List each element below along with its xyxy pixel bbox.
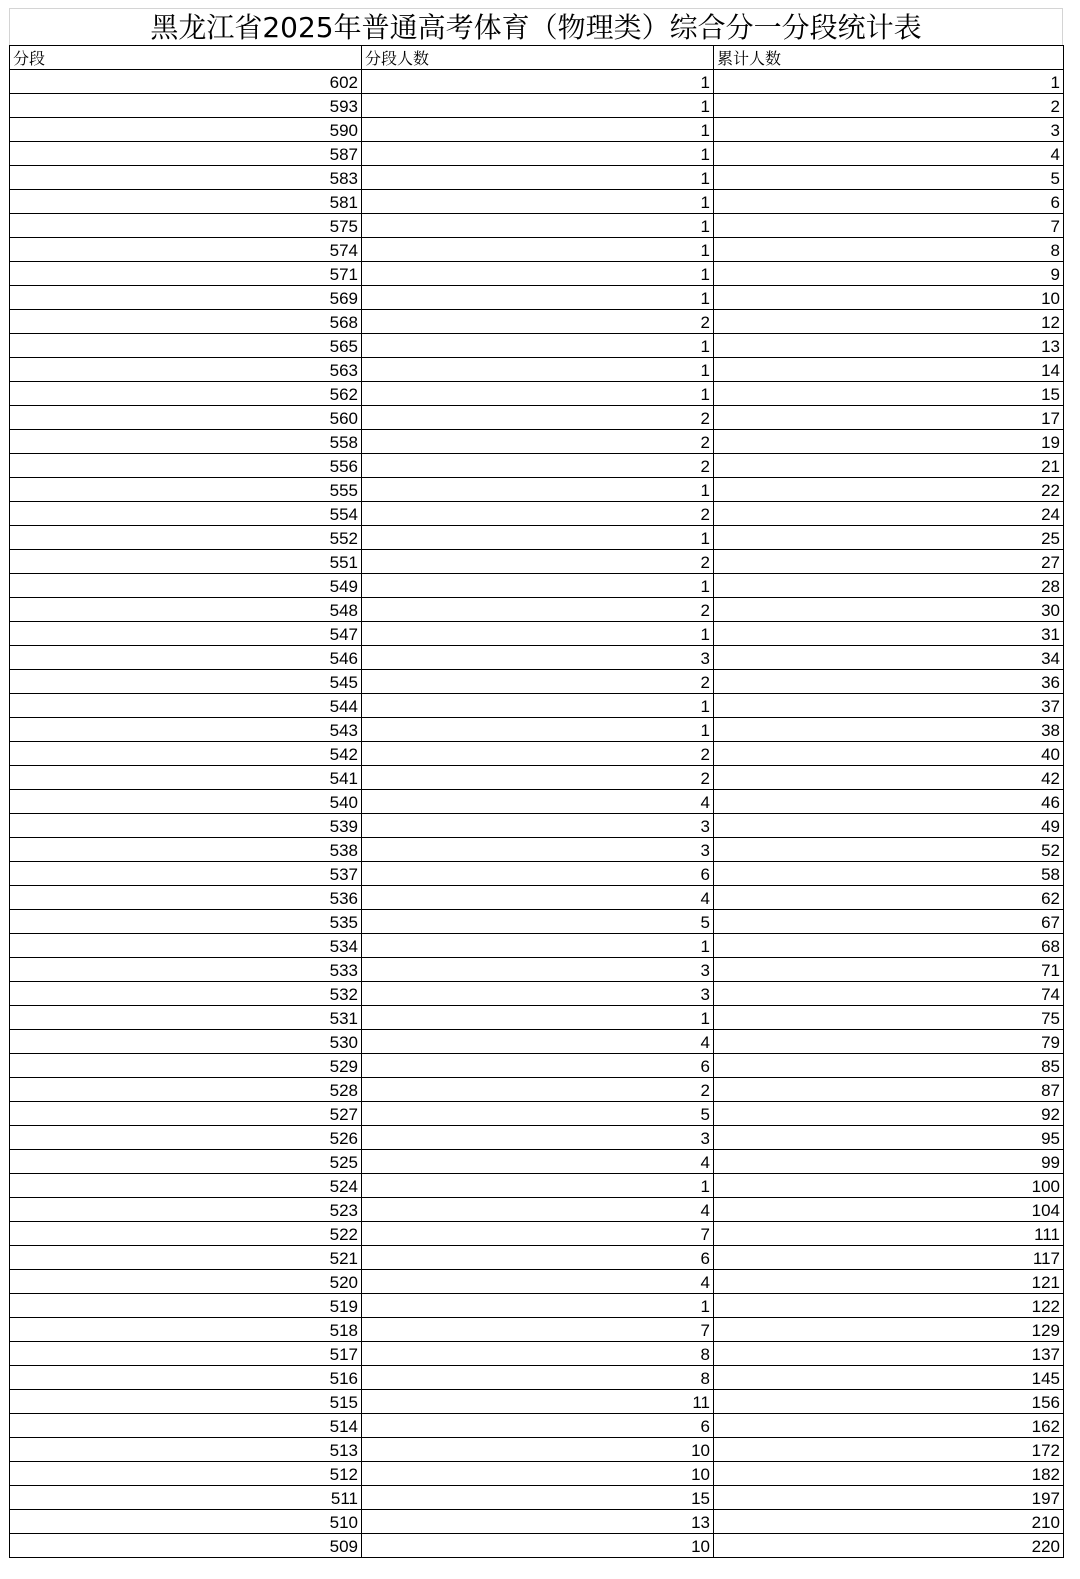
cell-cumulative-count: 36 [714,670,1064,694]
table-row [10,190,1064,214]
table-row [10,1486,1064,1510]
cell-cumulative-count: 145 [714,1366,1064,1390]
table-row [10,670,1064,694]
table-row [10,1102,1064,1126]
page-title: 黑龙江省2025年普通高考体育（物理类）综合分一分段统计表 [9,8,1063,45]
cell-cumulative-count: 71 [714,958,1064,982]
cell-band-count: 1 [362,238,714,262]
table-header-row [10,46,1064,70]
cell-cumulative-count: 22 [714,478,1064,502]
cell-band-count: 1 [362,70,714,94]
cell-band-count: 6 [362,862,714,886]
cell-cumulative-count: 27 [714,550,1064,574]
table-row [10,814,1064,838]
cell-band-count: 4 [362,1270,714,1294]
cell-band-count: 3 [362,838,714,862]
cell-band-count: 3 [362,814,714,838]
cell-band-count: 2 [362,502,714,526]
cell-band-count: 8 [362,1342,714,1366]
cell-cumulative-count: 17 [714,406,1064,430]
cell-band-count: 2 [362,310,714,334]
cell-score-band: 549 [10,574,362,598]
cell-score-band: 546 [10,646,362,670]
table-row [10,1438,1064,1462]
header-band-count: 分段人数 [362,46,714,70]
cell-cumulative-count: 137 [714,1342,1064,1366]
cell-cumulative-count: 6 [714,190,1064,214]
table-row [10,910,1064,934]
cell-cumulative-count: 52 [714,838,1064,862]
table-row [10,886,1064,910]
cell-band-count: 1 [362,1006,714,1030]
cell-score-band: 534 [10,934,362,958]
table-row [10,1150,1064,1174]
cell-band-count: 1 [362,694,714,718]
table-row [10,550,1064,574]
cell-cumulative-count: 14 [714,358,1064,382]
cell-score-band: 522 [10,1222,362,1246]
cell-score-band: 517 [10,1342,362,1366]
cell-cumulative-count: 79 [714,1030,1064,1054]
cell-band-count: 1 [362,190,714,214]
cell-score-band: 543 [10,718,362,742]
table-row [10,1222,1064,1246]
table-row [10,142,1064,166]
table-row [10,1390,1064,1414]
cell-score-band: 538 [10,838,362,862]
table-row [10,502,1064,526]
cell-score-band: 565 [10,334,362,358]
table-row [10,1342,1064,1366]
cell-score-band: 521 [10,1246,362,1270]
cell-score-band: 583 [10,166,362,190]
cell-band-count: 3 [362,1126,714,1150]
cell-band-count: 13 [362,1510,714,1534]
cell-score-band: 560 [10,406,362,430]
cell-score-band: 516 [10,1366,362,1390]
score-distribution-table [9,45,1064,1558]
cell-cumulative-count: 40 [714,742,1064,766]
table-row [10,214,1064,238]
cell-score-band: 535 [10,910,362,934]
table-row [10,1510,1064,1534]
table-row [10,766,1064,790]
cell-band-count: 4 [362,1030,714,1054]
cell-score-band: 530 [10,1030,362,1054]
cell-score-band: 587 [10,142,362,166]
cell-score-band: 555 [10,478,362,502]
cell-cumulative-count: 220 [714,1534,1064,1558]
cell-cumulative-count: 210 [714,1510,1064,1534]
table-row [10,238,1064,262]
table-row [10,286,1064,310]
table-row [10,406,1064,430]
cell-score-band: 562 [10,382,362,406]
cell-band-count: 1 [362,1174,714,1198]
table-row [10,1270,1064,1294]
cell-band-count: 4 [362,790,714,814]
cell-cumulative-count: 15 [714,382,1064,406]
cell-band-count: 10 [362,1438,714,1462]
cell-cumulative-count: 197 [714,1486,1064,1510]
cell-score-band: 514 [10,1414,362,1438]
cell-cumulative-count: 12 [714,310,1064,334]
table-row [10,382,1064,406]
cell-band-count: 15 [362,1486,714,1510]
table-row [10,982,1064,1006]
cell-score-band: 533 [10,958,362,982]
cell-band-count: 1 [362,478,714,502]
cell-score-band: 540 [10,790,362,814]
cell-score-band: 569 [10,286,362,310]
table-row [10,1246,1064,1270]
cell-score-band: 511 [10,1486,362,1510]
table-row [10,118,1064,142]
cell-band-count: 3 [362,982,714,1006]
cell-cumulative-count: 37 [714,694,1064,718]
table-row [10,598,1064,622]
table-row [10,1126,1064,1150]
table-row [10,166,1064,190]
cell-score-band: 529 [10,1054,362,1078]
cell-band-count: 6 [362,1054,714,1078]
cell-band-count: 1 [362,526,714,550]
header-score-band: 分段 [10,46,362,70]
cell-band-count: 1 [362,166,714,190]
cell-band-count: 1 [362,262,714,286]
cell-band-count: 7 [362,1318,714,1342]
cell-score-band: 509 [10,1534,362,1558]
cell-band-count: 10 [362,1462,714,1486]
cell-score-band: 593 [10,94,362,118]
cell-score-band: 510 [10,1510,362,1534]
cell-score-band: 590 [10,118,362,142]
cell-score-band: 527 [10,1102,362,1126]
cell-band-count: 6 [362,1246,714,1270]
cell-cumulative-count: 49 [714,814,1064,838]
cell-cumulative-count: 117 [714,1246,1064,1270]
cell-band-count: 2 [362,430,714,454]
cell-cumulative-count: 1 [714,70,1064,94]
cell-cumulative-count: 85 [714,1054,1064,1078]
cell-cumulative-count: 129 [714,1318,1064,1342]
table-row [10,1366,1064,1390]
cell-score-band: 541 [10,766,362,790]
cell-score-band: 563 [10,358,362,382]
table-row [10,1318,1064,1342]
cell-band-count: 7 [362,1222,714,1246]
table-row [10,94,1064,118]
cell-band-count: 2 [362,406,714,430]
cell-cumulative-count: 13 [714,334,1064,358]
cell-band-count: 3 [362,958,714,982]
cell-band-count: 1 [362,286,714,310]
cell-band-count: 10 [362,1534,714,1558]
cell-band-count: 3 [362,646,714,670]
table-row [10,862,1064,886]
cell-score-band: 552 [10,526,362,550]
cell-cumulative-count: 182 [714,1462,1064,1486]
cell-score-band: 568 [10,310,362,334]
table-row [10,1054,1064,1078]
cell-cumulative-count: 87 [714,1078,1064,1102]
table-body [10,70,1064,1558]
cell-cumulative-count: 38 [714,718,1064,742]
cell-band-count: 1 [362,622,714,646]
cell-cumulative-count: 58 [714,862,1064,886]
cell-cumulative-count: 24 [714,502,1064,526]
cell-score-band: 558 [10,430,362,454]
table-row [10,526,1064,550]
cell-cumulative-count: 92 [714,1102,1064,1126]
cell-score-band: 525 [10,1150,362,1174]
table-row [10,838,1064,862]
cell-cumulative-count: 122 [714,1294,1064,1318]
table-row [10,1030,1064,1054]
cell-score-band: 518 [10,1318,362,1342]
cell-score-band: 575 [10,214,362,238]
cell-band-count: 1 [362,718,714,742]
table-row [10,1294,1064,1318]
cell-band-count: 5 [362,910,714,934]
cell-cumulative-count: 121 [714,1270,1064,1294]
cell-score-band: 571 [10,262,362,286]
table-row [10,742,1064,766]
cell-score-band: 531 [10,1006,362,1030]
cell-cumulative-count: 21 [714,454,1064,478]
cell-score-band: 581 [10,190,362,214]
table-row [10,790,1064,814]
cell-cumulative-count: 3 [714,118,1064,142]
cell-score-band: 520 [10,1270,362,1294]
cell-score-band: 556 [10,454,362,478]
cell-cumulative-count: 7 [714,214,1064,238]
cell-score-band: 537 [10,862,362,886]
cell-band-count: 2 [362,454,714,478]
table-row [10,262,1064,286]
cell-band-count: 1 [362,574,714,598]
cell-band-count: 1 [362,1294,714,1318]
cell-band-count: 2 [362,670,714,694]
table-row [10,1414,1064,1438]
cell-score-band: 536 [10,886,362,910]
cell-cumulative-count: 162 [714,1414,1064,1438]
table-row [10,1462,1064,1486]
cell-cumulative-count: 95 [714,1126,1064,1150]
table-row [10,1534,1064,1558]
table-row [10,454,1064,478]
cell-band-count: 2 [362,766,714,790]
table-row [10,622,1064,646]
cell-band-count: 8 [362,1366,714,1390]
cell-band-count: 4 [362,1198,714,1222]
cell-cumulative-count: 100 [714,1174,1064,1198]
table-row [10,1198,1064,1222]
table-row [10,1078,1064,1102]
cell-cumulative-count: 31 [714,622,1064,646]
cell-score-band: 519 [10,1294,362,1318]
cell-cumulative-count: 156 [714,1390,1064,1414]
cell-cumulative-count: 25 [714,526,1064,550]
cell-score-band: 526 [10,1126,362,1150]
cell-score-band: 523 [10,1198,362,1222]
cell-score-band: 602 [10,70,362,94]
table-row [10,1174,1064,1198]
cell-cumulative-count: 99 [714,1150,1064,1174]
cell-cumulative-count: 172 [714,1438,1064,1462]
cell-band-count: 4 [362,886,714,910]
cell-band-count: 1 [362,118,714,142]
table-row [10,934,1064,958]
table-row [10,958,1064,982]
cell-cumulative-count: 111 [714,1222,1064,1246]
cell-score-band: 547 [10,622,362,646]
cell-band-count: 4 [362,1150,714,1174]
cell-band-count: 2 [362,1078,714,1102]
cell-band-count: 6 [362,1414,714,1438]
table-row [10,334,1064,358]
cell-band-count: 1 [362,334,714,358]
cell-cumulative-count: 28 [714,574,1064,598]
cell-cumulative-count: 2 [714,94,1064,118]
table-row [10,478,1064,502]
cell-score-band: 542 [10,742,362,766]
table-row [10,358,1064,382]
cell-band-count: 1 [362,142,714,166]
table-row [10,574,1064,598]
score-table-sheet [9,8,1063,1558]
cell-cumulative-count: 30 [714,598,1064,622]
cell-cumulative-count: 9 [714,262,1064,286]
cell-cumulative-count: 75 [714,1006,1064,1030]
header-cumulative-count: 累计人数 [714,46,1064,70]
cell-score-band: 512 [10,1462,362,1486]
cell-band-count: 1 [362,382,714,406]
cell-score-band: 528 [10,1078,362,1102]
cell-cumulative-count: 4 [714,142,1064,166]
cell-cumulative-count: 34 [714,646,1064,670]
cell-score-band: 551 [10,550,362,574]
cell-cumulative-count: 5 [714,166,1064,190]
cell-score-band: 544 [10,694,362,718]
cell-cumulative-count: 104 [714,1198,1064,1222]
cell-score-band: 548 [10,598,362,622]
cell-cumulative-count: 62 [714,886,1064,910]
cell-band-count: 2 [362,742,714,766]
cell-band-count: 1 [362,214,714,238]
table-row [10,1006,1064,1030]
cell-band-count: 1 [362,358,714,382]
table-row [10,70,1064,94]
cell-band-count: 2 [362,598,714,622]
cell-score-band: 515 [10,1390,362,1414]
table-row [10,430,1064,454]
cell-cumulative-count: 74 [714,982,1064,1006]
cell-cumulative-count: 10 [714,286,1064,310]
cell-band-count: 5 [362,1102,714,1126]
cell-cumulative-count: 8 [714,238,1064,262]
cell-score-band: 554 [10,502,362,526]
table-row [10,694,1064,718]
cell-band-count: 11 [362,1390,714,1414]
table-row [10,718,1064,742]
cell-score-band: 513 [10,1438,362,1462]
cell-score-band: 539 [10,814,362,838]
table-row [10,646,1064,670]
cell-score-band: 524 [10,1174,362,1198]
cell-band-count: 1 [362,934,714,958]
table-row [10,310,1064,334]
cell-cumulative-count: 19 [714,430,1064,454]
cell-score-band: 545 [10,670,362,694]
cell-band-count: 1 [362,94,714,118]
cell-cumulative-count: 67 [714,910,1064,934]
cell-band-count: 2 [362,550,714,574]
cell-score-band: 574 [10,238,362,262]
cell-cumulative-count: 46 [714,790,1064,814]
cell-cumulative-count: 68 [714,934,1064,958]
cell-score-band: 532 [10,982,362,1006]
cell-cumulative-count: 42 [714,766,1064,790]
